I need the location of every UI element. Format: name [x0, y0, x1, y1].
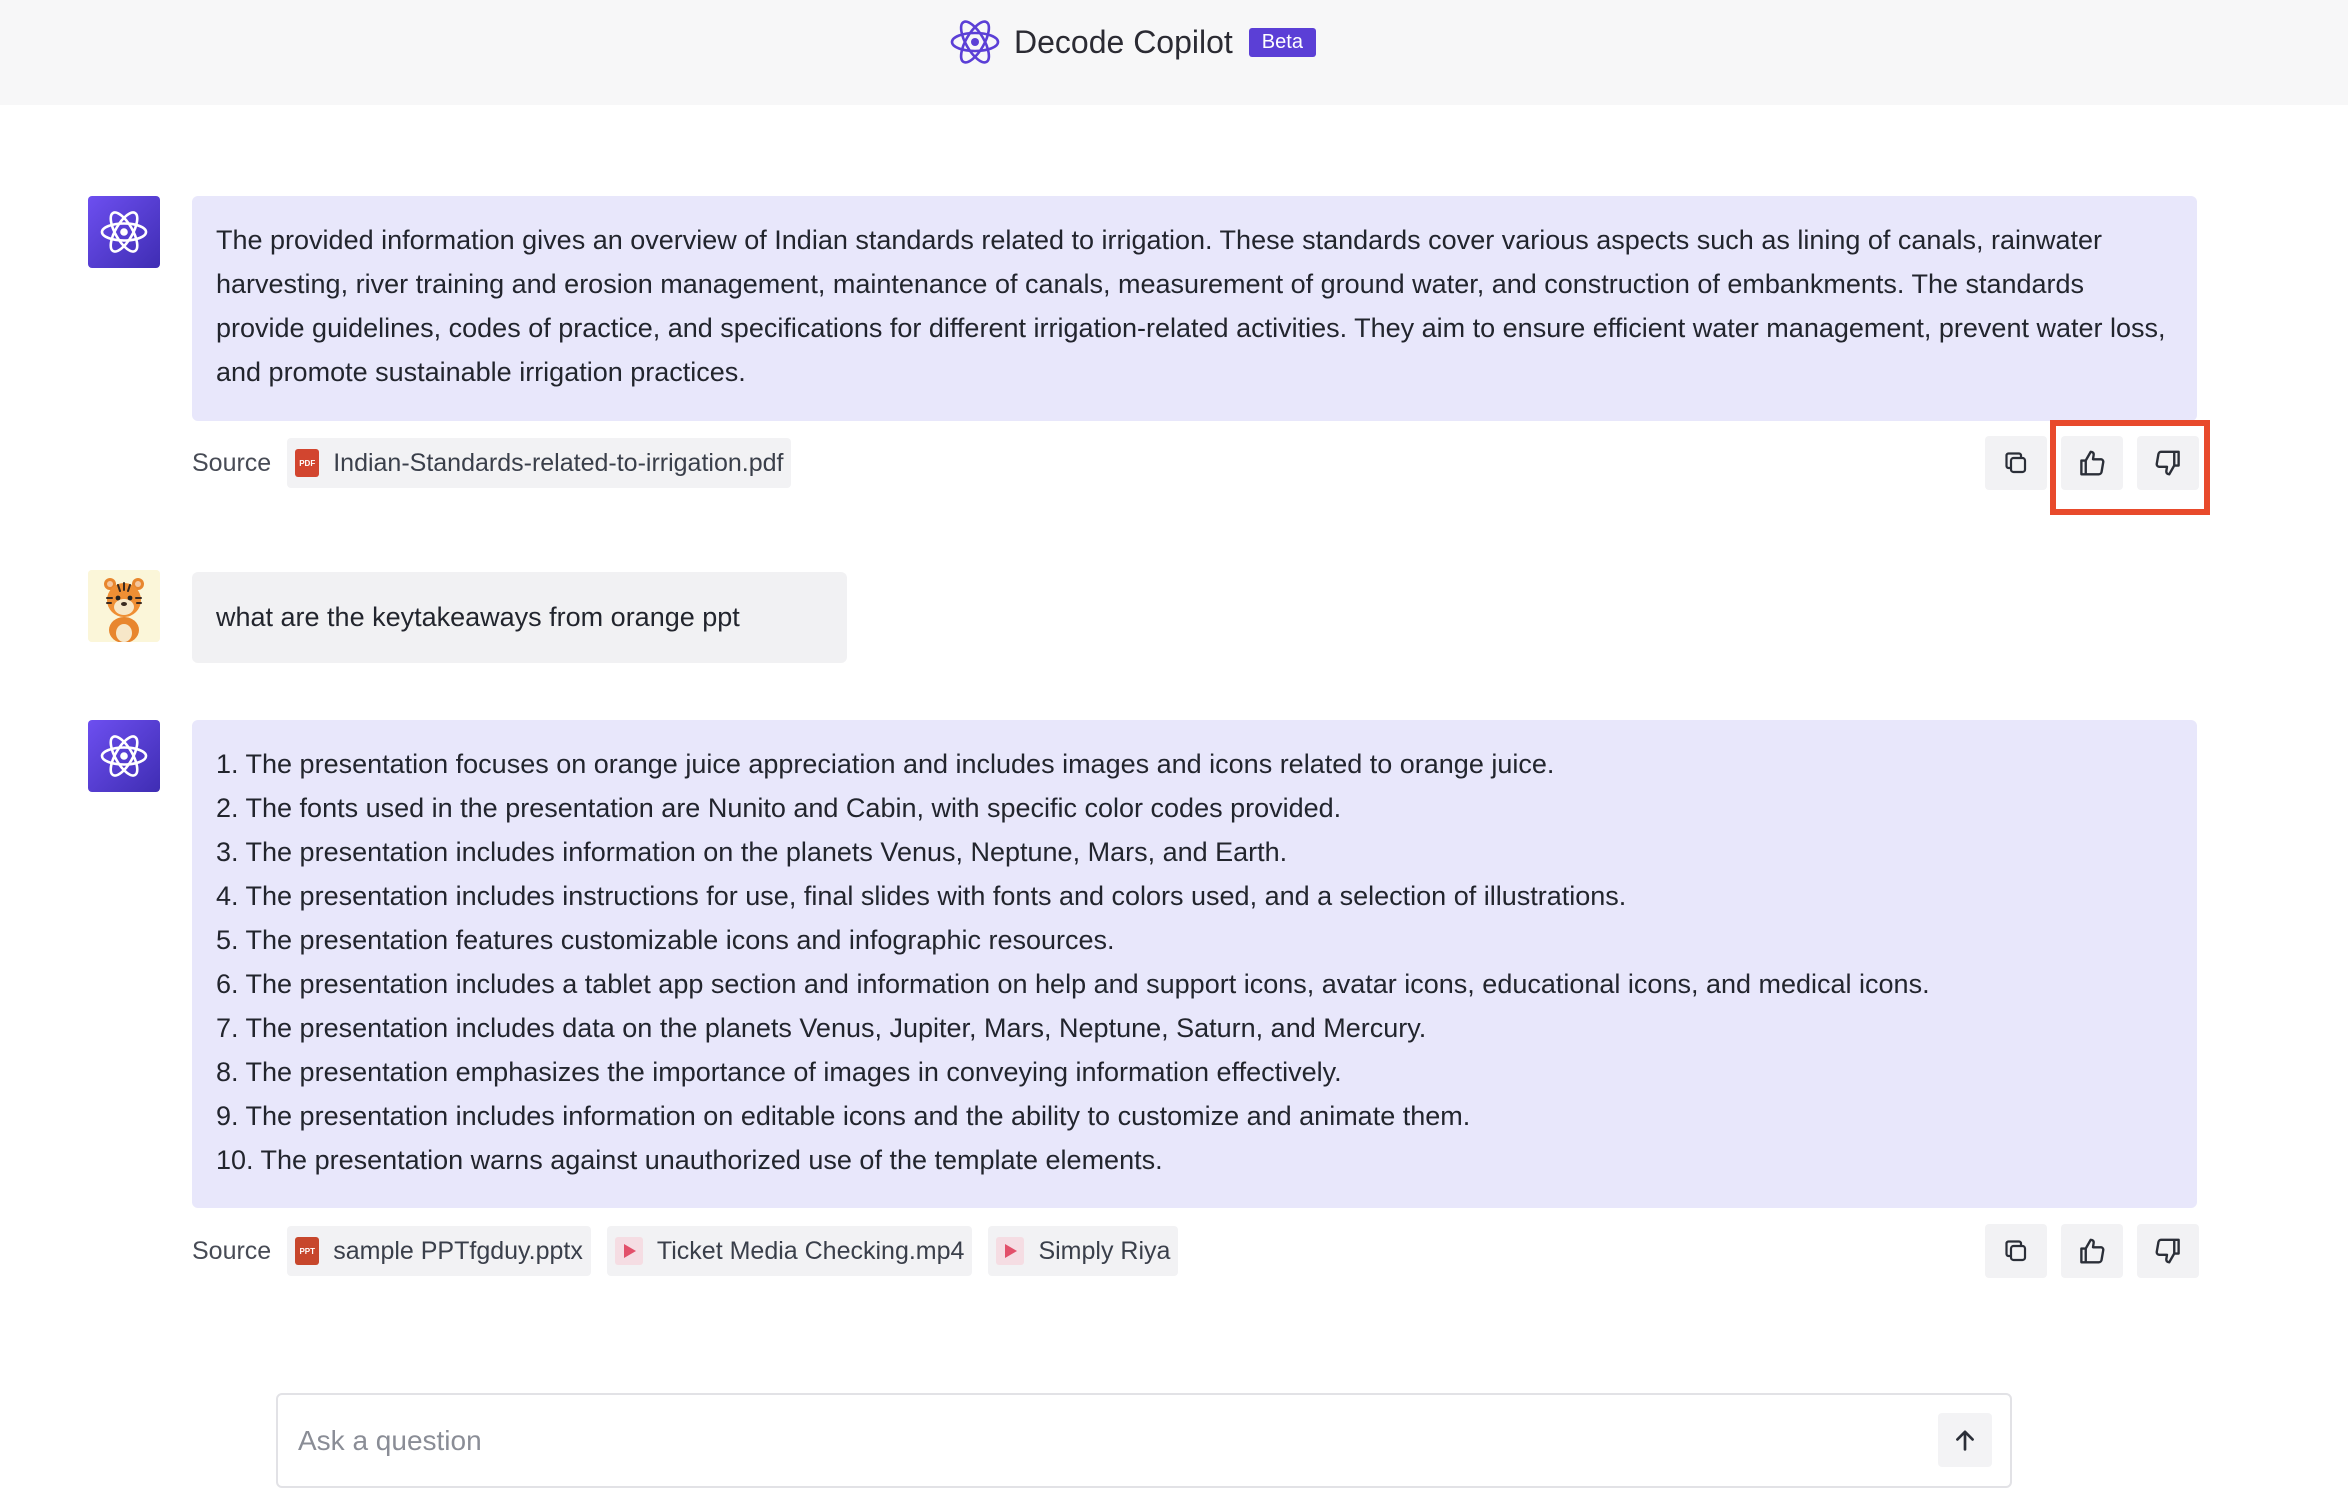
message-actions: [1985, 1224, 2199, 1278]
thumbs-down-icon: [2153, 1236, 2183, 1266]
source-name: Indian-Standards-related-to-irrigation.pdf: [333, 448, 784, 477]
copy-icon: [2002, 1237, 2030, 1265]
user-message: [192, 572, 847, 663]
message-text: The provided information gives an overview of Indian standards related to irrigation. These standards cover various aspects such as lining of canals, rainwater harvesting, river training and erosion management, maintenance of canals, measurement of ground water, and construction of embankments. The standards provide guidelines, codes of practice, and specifications for different irrigation-related activities. They aim to ensure efficient water management, prevent water loss, and promote sustainable irrigation practices.: [216, 225, 2166, 387]
atom-icon: [948, 15, 1002, 69]
video-play-icon: [996, 1237, 1024, 1265]
source-chip[interactable]: [988, 1226, 1178, 1276]
copy-icon: [2002, 449, 2030, 477]
thumbs-down-button[interactable]: [2137, 1224, 2199, 1278]
list-item: 10. The presentation warns against unauthorized use of the template elements.: [216, 1145, 1163, 1175]
message-text: what are the keytakeaways from orange ppt: [216, 602, 740, 632]
tiger-icon: [88, 570, 160, 642]
question-input-box: [276, 1393, 2012, 1488]
arrow-up-icon: [1951, 1426, 1979, 1454]
brand: [948, 14, 1316, 70]
thumbs-up-icon: [2077, 1236, 2107, 1266]
thumbs-up-button[interactable]: [2061, 1224, 2123, 1278]
source-chip[interactable]: [287, 1226, 591, 1276]
user-avatar: [88, 570, 160, 642]
beta-badge: Beta: [1249, 28, 1316, 57]
source-label: Source: [192, 448, 272, 477]
video-play-icon: [615, 1237, 643, 1265]
list-item: 3. The presentation includes information on the planets Venus, Neptune, Mars, and Earth.: [216, 837, 1288, 867]
pdf-file-icon: PDF: [295, 449, 319, 477]
source-row: [192, 438, 807, 488]
list-item: 7. The presentation includes data on the planets Venus, Jupiter, Mars, Neptune, Saturn, and Mercury.: [216, 1013, 1427, 1043]
feedback-highlight-box: [2050, 420, 2210, 515]
source-name: sample PPTfgduy.pptx: [333, 1236, 583, 1265]
list-item: 1. The presentation focuses on orange juice appreciation and includes images and icons related to orange juice.: [216, 749, 1555, 779]
atom-icon: [97, 205, 151, 259]
source-row: [192, 1226, 1194, 1276]
list-item: 6. The presentation includes a tablet app section and information on help and support icons, avatar icons, educational icons, and medical icons.: [216, 969, 1930, 999]
list-item: 2. The fonts used in the presentation are Nunito and Cabin, with specific color codes provided.: [216, 793, 1342, 823]
source-label: Source: [192, 1236, 272, 1265]
send-button[interactable]: [1938, 1413, 1992, 1467]
bot-message: [192, 720, 2197, 1208]
copy-button[interactable]: [1985, 436, 2047, 490]
question-input[interactable]: [298, 1417, 1898, 1465]
bot-avatar: [88, 196, 160, 268]
app-header: [0, 0, 2348, 105]
source-chip[interactable]: [287, 438, 791, 488]
bot-avatar: [88, 720, 160, 792]
list-item: 4. The presentation includes instructions for use, final slides with fonts and colors used, and a selection of illustrations.: [216, 881, 1627, 911]
ppt-file-icon: PPT: [295, 1237, 319, 1265]
source-name: Ticket Media Checking.mp4: [656, 1236, 965, 1265]
list-item: 8. The presentation emphasizes the importance of images in conveying information effectively.: [216, 1057, 1342, 1087]
copy-button[interactable]: [1985, 1224, 2047, 1278]
atom-icon: [97, 729, 151, 783]
source-chip[interactable]: [607, 1226, 973, 1276]
list-item: 5. The presentation features customizable icons and infographic resources.: [216, 925, 1115, 955]
bot-message: [192, 196, 2197, 421]
source-name: Simply Riya: [1038, 1236, 1171, 1265]
list-item: 9. The presentation includes information on editable icons and the ability to customize and animate them.: [216, 1101, 1471, 1131]
app-title: Decode Copilot: [1014, 23, 1233, 60]
